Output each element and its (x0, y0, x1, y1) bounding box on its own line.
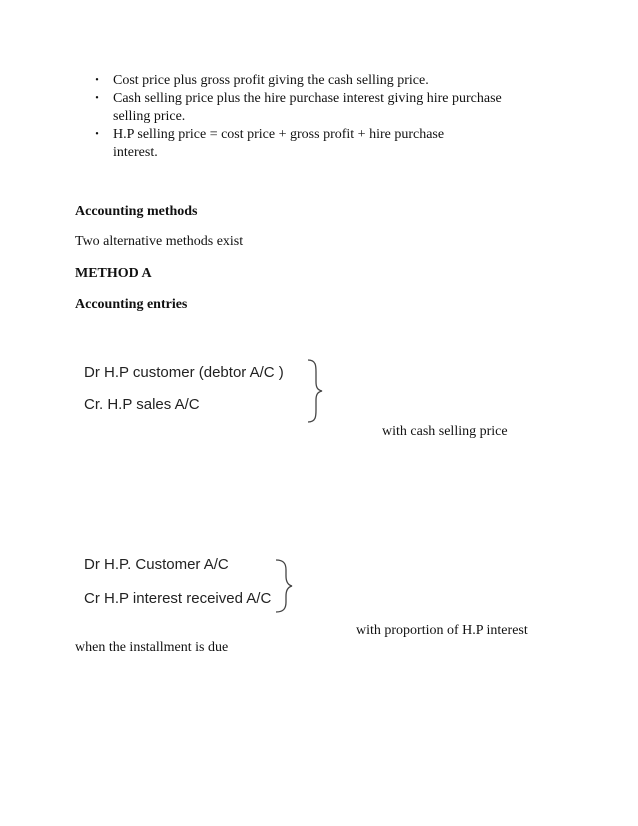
credit-line: Cr. H.P sales A/C (84, 396, 200, 413)
bullet-dot-icon: • (95, 75, 99, 86)
section-heading: Accounting methods (75, 204, 198, 219)
paragraph-text: Two alternative methods exist (75, 234, 244, 249)
right-brace-icon (80, 358, 324, 428)
bullet-item (92, 126, 592, 162)
subheading: Accounting entries (75, 297, 188, 312)
right-brace-icon (80, 550, 320, 622)
debit-line: Dr H.P. Customer A/C (84, 556, 229, 573)
bullet-item (92, 90, 592, 126)
bullet-item (92, 72, 592, 90)
bullet-text-line: H.P selling price = cost price + gross profit + hire purchase (113, 127, 445, 142)
bullet-text-line: Cash selling price plus the hire purchase interest giving hire purchase (113, 91, 502, 106)
bullet-dot-icon: • (95, 129, 99, 140)
entry-note: with proportion of H.P interest (356, 623, 528, 638)
entry-note: with cash selling price (382, 424, 508, 439)
bullet-text-line: selling price. (113, 109, 186, 124)
journal-entry-2 (80, 550, 300, 620)
bullet-text-line: Cost price plus gross profit giving the cash selling price. (113, 73, 429, 88)
credit-line: Cr H.P interest received A/C (84, 590, 272, 607)
bullet-text-line: interest. (113, 145, 158, 160)
journal-entry-1 (80, 358, 300, 428)
method-heading: METHOD A (75, 266, 152, 281)
debit-line: Dr H.P customer (debtor A/C ) (84, 364, 284, 381)
entry-note-continuation: when the installment is due (75, 640, 229, 655)
bullet-dot-icon: • (95, 93, 99, 104)
bullet-list (92, 72, 592, 162)
